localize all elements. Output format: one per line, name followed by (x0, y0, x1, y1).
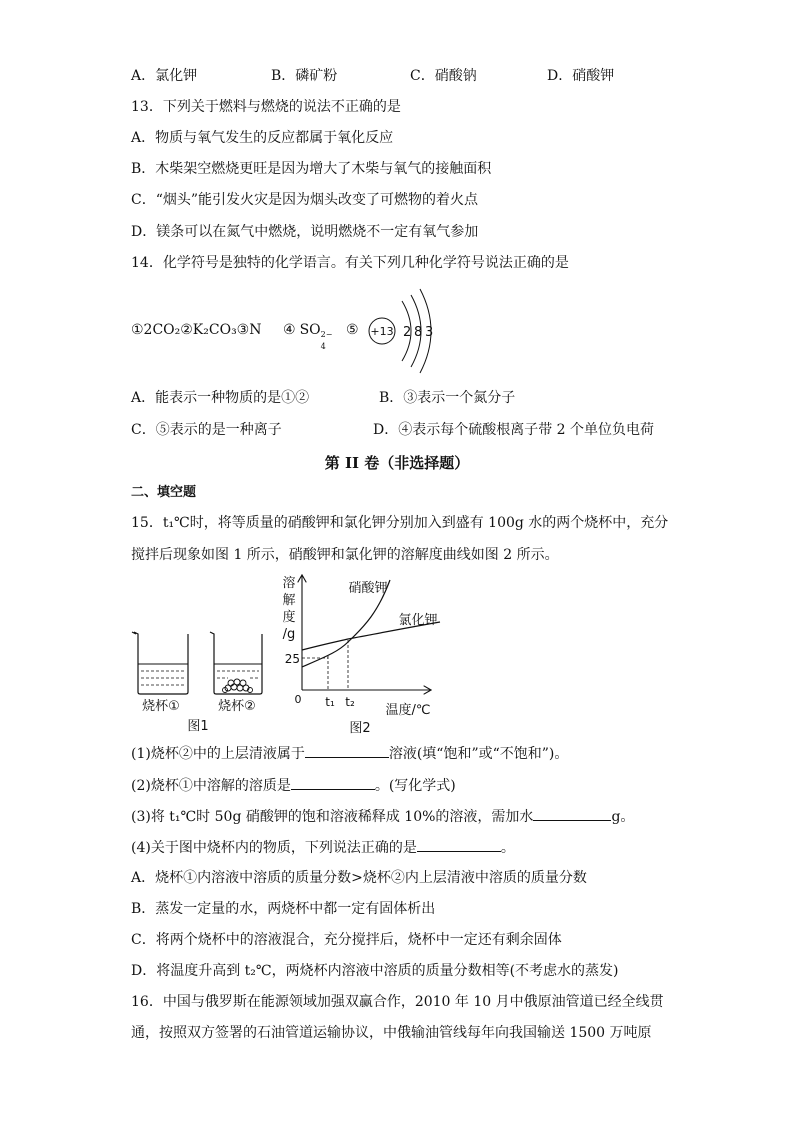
q15-stem-line2: 搅拌后现象如图 1 所示，硝酸钾和氯化钾的溶解度曲线如图 2 所示。 (131, 547, 559, 563)
y-axis-label-2: 解 (282, 593, 296, 608)
q15-sub4-blank[interactable] (417, 837, 501, 852)
figure-1-caption: 图1 (187, 719, 209, 734)
q16-line1: 16．中国与俄罗斯在能源领域加强双赢合作，2010 年 10 月中俄原油管道已经全线贯 (131, 994, 664, 1010)
x-tick-t1: t₁ (325, 695, 335, 709)
series-label-potassium-nitrate: 硝酸钾 (348, 581, 388, 596)
q15-stem-line1: 15．t₁℃时，将等质量的硝酸钾和氯化钾分别加入到盛有 100g 水的两个烧杯中，充分 (131, 515, 669, 531)
q13-option-b: B．木柴架空燃烧更旺是因为增大了木柴与氧气的接触面积 (131, 161, 492, 177)
q15-sub2 (131, 775, 456, 796)
series-label-potassium-chloride: 氯化钾 (398, 613, 438, 628)
q16-line2: 通，按照双方签署的石油管道运输协议，中俄输油管线每年向我国输送 1500 万吨原 (131, 1025, 652, 1041)
beaker-1-solution (138, 664, 188, 685)
symbols-1-3: ①2CO₂②K₂CO₃③N (131, 322, 262, 338)
aluminum-atom-structure-diagram (362, 285, 442, 381)
sulfate-subscript: 4 (320, 342, 326, 351)
q14-option-c: C．⑤表示的是一种离子 (131, 422, 282, 438)
beaker-2-solution (214, 664, 262, 678)
part-title: 二、填空题 (131, 485, 197, 500)
q15-sub3 (131, 806, 634, 827)
symbol-4-number: ④ (283, 322, 296, 338)
figure-2-caption: 图2 (349, 721, 371, 736)
beaker-1-label: 烧杯① (142, 699, 180, 714)
q15-sub4-text-b: 。 (500, 840, 515, 856)
q15-sub1 (131, 743, 568, 764)
q12-options (131, 66, 691, 86)
beaker-2-label: 烧杯② (218, 699, 256, 714)
q15-sub4 (131, 837, 515, 858)
q14-option-a: A．能表示一种物质的是①② (131, 390, 310, 406)
x-axis-label: 温度/℃ (385, 703, 431, 718)
shell-electrons-1: 2 (403, 325, 412, 340)
y-tick-25: 25 (284, 652, 300, 666)
q12-option-b: B．磷矿粉 (271, 68, 338, 84)
q14-options-row1 (131, 388, 691, 408)
shell-electrons-2: 8 (414, 325, 423, 340)
q14-option-b: B．③表示一个氮分子 (379, 390, 516, 406)
q14-stem: 14．化学符号是独特的化学语言。有关下列几种化学符号说法正确的是 (131, 255, 569, 271)
q14-option-d: D．④表示每个硫酸根离子带 2 个单位负电荷 (373, 422, 655, 438)
q15-sub3-text-b: g。 (611, 809, 635, 825)
q15-sub1-blank[interactable] (305, 743, 389, 758)
origin-label: 0 (294, 693, 302, 706)
sulfate-charge: 2− (320, 330, 333, 339)
q15-sub2-text-b: 。(写化学式) (374, 778, 456, 794)
q15-sub1-text-b: 溶液(填“饱和”或“不饱和”)。 (388, 746, 569, 762)
q12-option-c: C．硝酸钠 (410, 68, 477, 84)
symbol-5-number: ⑤ (346, 322, 359, 338)
symbol-4 (283, 320, 333, 351)
q13-option-a: A．物质与氧气发生的反应都属于氧化反应 (131, 130, 394, 146)
y-axis-label-4: /g (282, 627, 296, 642)
q12-option-d: D．硝酸钾 (547, 68, 615, 84)
q13-option-d: D．镁条可以在氮气中燃烧，说明燃烧不一定有氧气参加 (131, 224, 479, 240)
q14-options-row2 (131, 420, 691, 440)
q15-sub3-text-a: (3)将 t₁℃时 50g 硝酸钾的饱和溶液稀释成 10%的溶液，需加水 (131, 809, 534, 825)
undissolved-solid (223, 679, 253, 693)
shell-electrons-3: 3 (425, 325, 434, 340)
q15-option-d: D．将温度升高到 t₂℃，两烧杯内溶液中溶质的质量分数相等(不考虑水的蒸发) (131, 963, 619, 979)
q15-sub3-blank[interactable] (533, 806, 611, 821)
y-axis-label-1: 溶 (282, 576, 296, 591)
q15-sub4-text-a: (4)关于图中烧杯内的物质，下列说法正确的是 (131, 840, 417, 856)
q13-option-c: C．“烟头”能引发火灾是因为烟头改变了可燃物的着火点 (131, 192, 479, 208)
sulfate-ion: SO (299, 322, 321, 338)
q15-sub2-text-a: (2)烧杯①中溶解的溶质是 (131, 778, 291, 794)
figure-2-solubility-chart (280, 572, 450, 738)
q15-sub1-text-a: (1)烧杯②中的上层清液属于 (131, 746, 305, 762)
y-axis-label-3: 度 (282, 610, 296, 625)
x-tick-t2: t₂ (345, 695, 355, 709)
section-title: 第 II 卷（非选择题） (324, 454, 470, 472)
q15-option-c: C．将两个烧杯中的溶液混合，充分搅拌后，烧杯中一定还有剩余固体 (131, 932, 562, 948)
q15-option-b: B．蒸发一定量的水，两烧杯中都一定有固体析出 (131, 901, 436, 917)
q15-option-a: A．烧杯①内溶液中溶质的质量分数>烧杯②内上层清液中溶质的质量分数 (131, 870, 587, 886)
q15-sub2-blank[interactable] (291, 775, 375, 790)
q12-option-a: A．氯化钾 (131, 68, 198, 84)
nucleus-charge: +13 (370, 325, 394, 338)
q13-stem: 13．下列关于燃料与燃烧的说法不正确的是 (131, 99, 401, 115)
figure-1-beakers (128, 624, 268, 736)
